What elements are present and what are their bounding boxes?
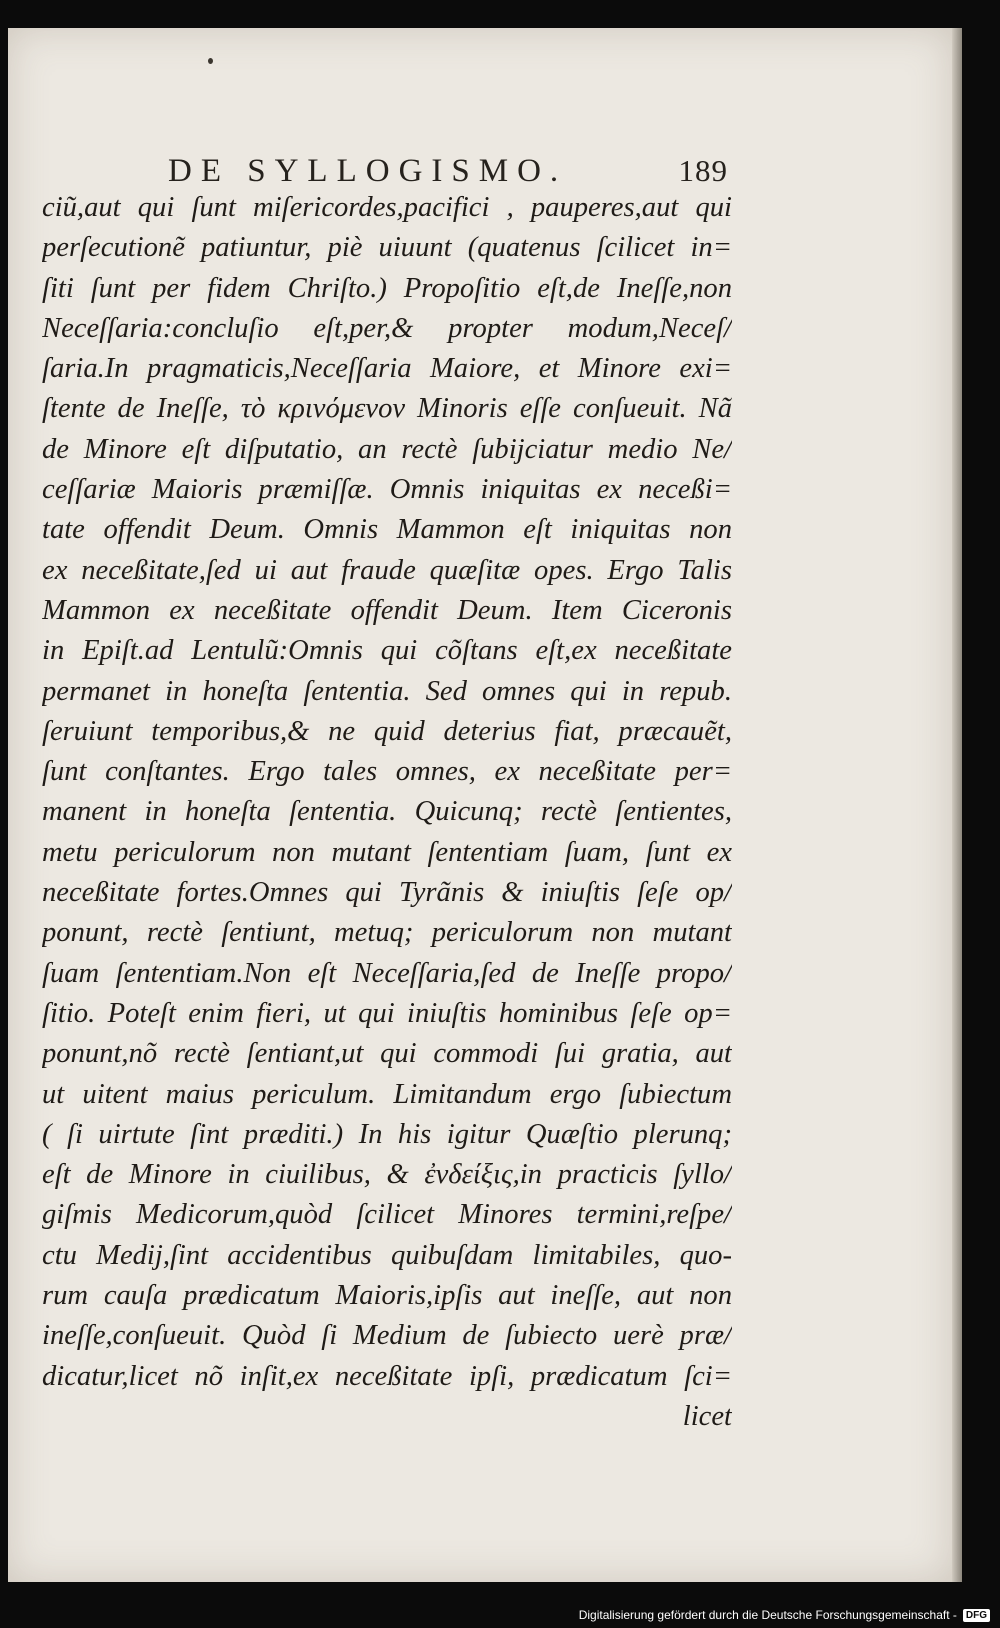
text-line: ſunt conſtantes. Ergo tales omnes, ex neceßitate per= <box>42 756 732 788</box>
text-line: ſtente de Ineſſe, τὸ κρινόμενον Minoris eſſe conſueuit. Nã <box>42 393 732 425</box>
running-head <box>168 153 728 190</box>
text-line: ciũ,aut qui ſunt miſericordes,pacifici , pauperes,aut qui <box>42 192 732 223</box>
text-line: ſiti ſunt per fidem Chriſto.) Propoſitio eſt,de Ineſſe,non <box>42 272 732 304</box>
text-line: ſitio. Poteſt enim fieri, ut qui iniuſtis hominibus ſeſe op= <box>42 997 732 1029</box>
text-line: dicatur,licet nõ inſit,ex neceßitate ipſi, prædicatum ſci= <box>42 1360 732 1392</box>
running-title: DE SYLLOGISMO. <box>168 153 568 189</box>
text-line: de Minore eſt diſputatio, an rectè ſubijciatur medio Ne/ <box>42 433 732 465</box>
text-line: metu periculorum non mutant ſententiam ſuam, ſunt ex <box>42 836 732 868</box>
ink-speck <box>208 58 213 64</box>
text-line: manent in honeſta ſententia. Quicunq; rectè ſentientes, <box>42 796 732 828</box>
book-page <box>8 28 952 1582</box>
text-line: rum cauſa prædicatum Maioris,ipſis aut ineſſe, aut non <box>42 1280 732 1312</box>
text-line: ( ſi uirtute ſint præditi.) In his igitur Quæſtio plerunq; <box>42 1118 732 1150</box>
text-line: eſt de Minore in ciuilibus, & ἐνδείξις,in practicis ſyllo/ <box>42 1159 732 1191</box>
text-line: ſeruiunt temporibus,& ne quid deterius fiat, præcauẽt, <box>42 715 732 747</box>
text-line: Neceſſaria:concluſio eſt,per,& propter modum,Neceſ/ <box>42 312 732 344</box>
text-line: neceßitate fortes.Omnes qui Tyrãnis & iniuſtis ſeſe op/ <box>42 877 732 909</box>
footer-credit <box>579 1608 990 1622</box>
text-line: permanet in honeſta ſententia. Sed omnes qui in repub. <box>42 675 732 707</box>
text-line: giſmis Medicorum,quòd ſcilicet Minores termini,reſpe/ <box>42 1199 732 1231</box>
text-line: ex neceßitate,ſed ui aut fraude quæſitæ opes. Ergo Talis <box>42 554 732 586</box>
page-edge <box>952 28 962 1582</box>
dfg-logo: DFG <box>963 1609 990 1622</box>
text-line: perſecutionẽ patiuntur, piè uiuunt (quatenus ſcilicet in= <box>42 232 732 264</box>
credit-text: Digitalisierung gefördert durch die Deutsche Forschungsgemeinschaft - <box>578 1608 957 1622</box>
text-line: in Epiſt.ad Lentulũ:Omnis qui cõſtans eſt,ex neceßitate <box>42 635 732 667</box>
text-line: ctu Medij,ſint accidentibus quibuſdam limitabiles, quo- <box>42 1239 732 1271</box>
text-line: ponunt, rectè ſentiunt, metuq; periculorum non mutant <box>42 917 732 949</box>
page-number: 189 <box>678 153 728 188</box>
text-line: ponunt,nõ rectè ſentiant,ut qui commodi ſui gratia, aut <box>42 1038 732 1070</box>
text-line: Mammon ex neceßitate offendit Deum. Item Ciceronis <box>42 594 732 626</box>
text-line: ſuam ſententiam.Non eſt Neceſſaria,ſed de Ineſſe propo/ <box>42 957 732 989</box>
text-line: ineſſe,conſueuit. Quòd ſi Medium de ſubiecto uerè præ/ <box>42 1320 732 1352</box>
text-line: tate offendit Deum. Omnis Mammon eſt iniquitas non <box>42 514 732 546</box>
text-line: ceſſariæ Maioris præmiſſæ. Omnis iniquitas ex neceßi= <box>42 474 732 506</box>
text-line: licet <box>682 1400 732 1432</box>
text-line: ut uitent maius periculum. Limitandum ergo ſubiectum <box>42 1078 732 1110</box>
text-line: ſaria.In pragmaticis,Neceſſaria Maiore, et Minore exi= <box>42 353 732 385</box>
body-text <box>42 188 732 1437</box>
